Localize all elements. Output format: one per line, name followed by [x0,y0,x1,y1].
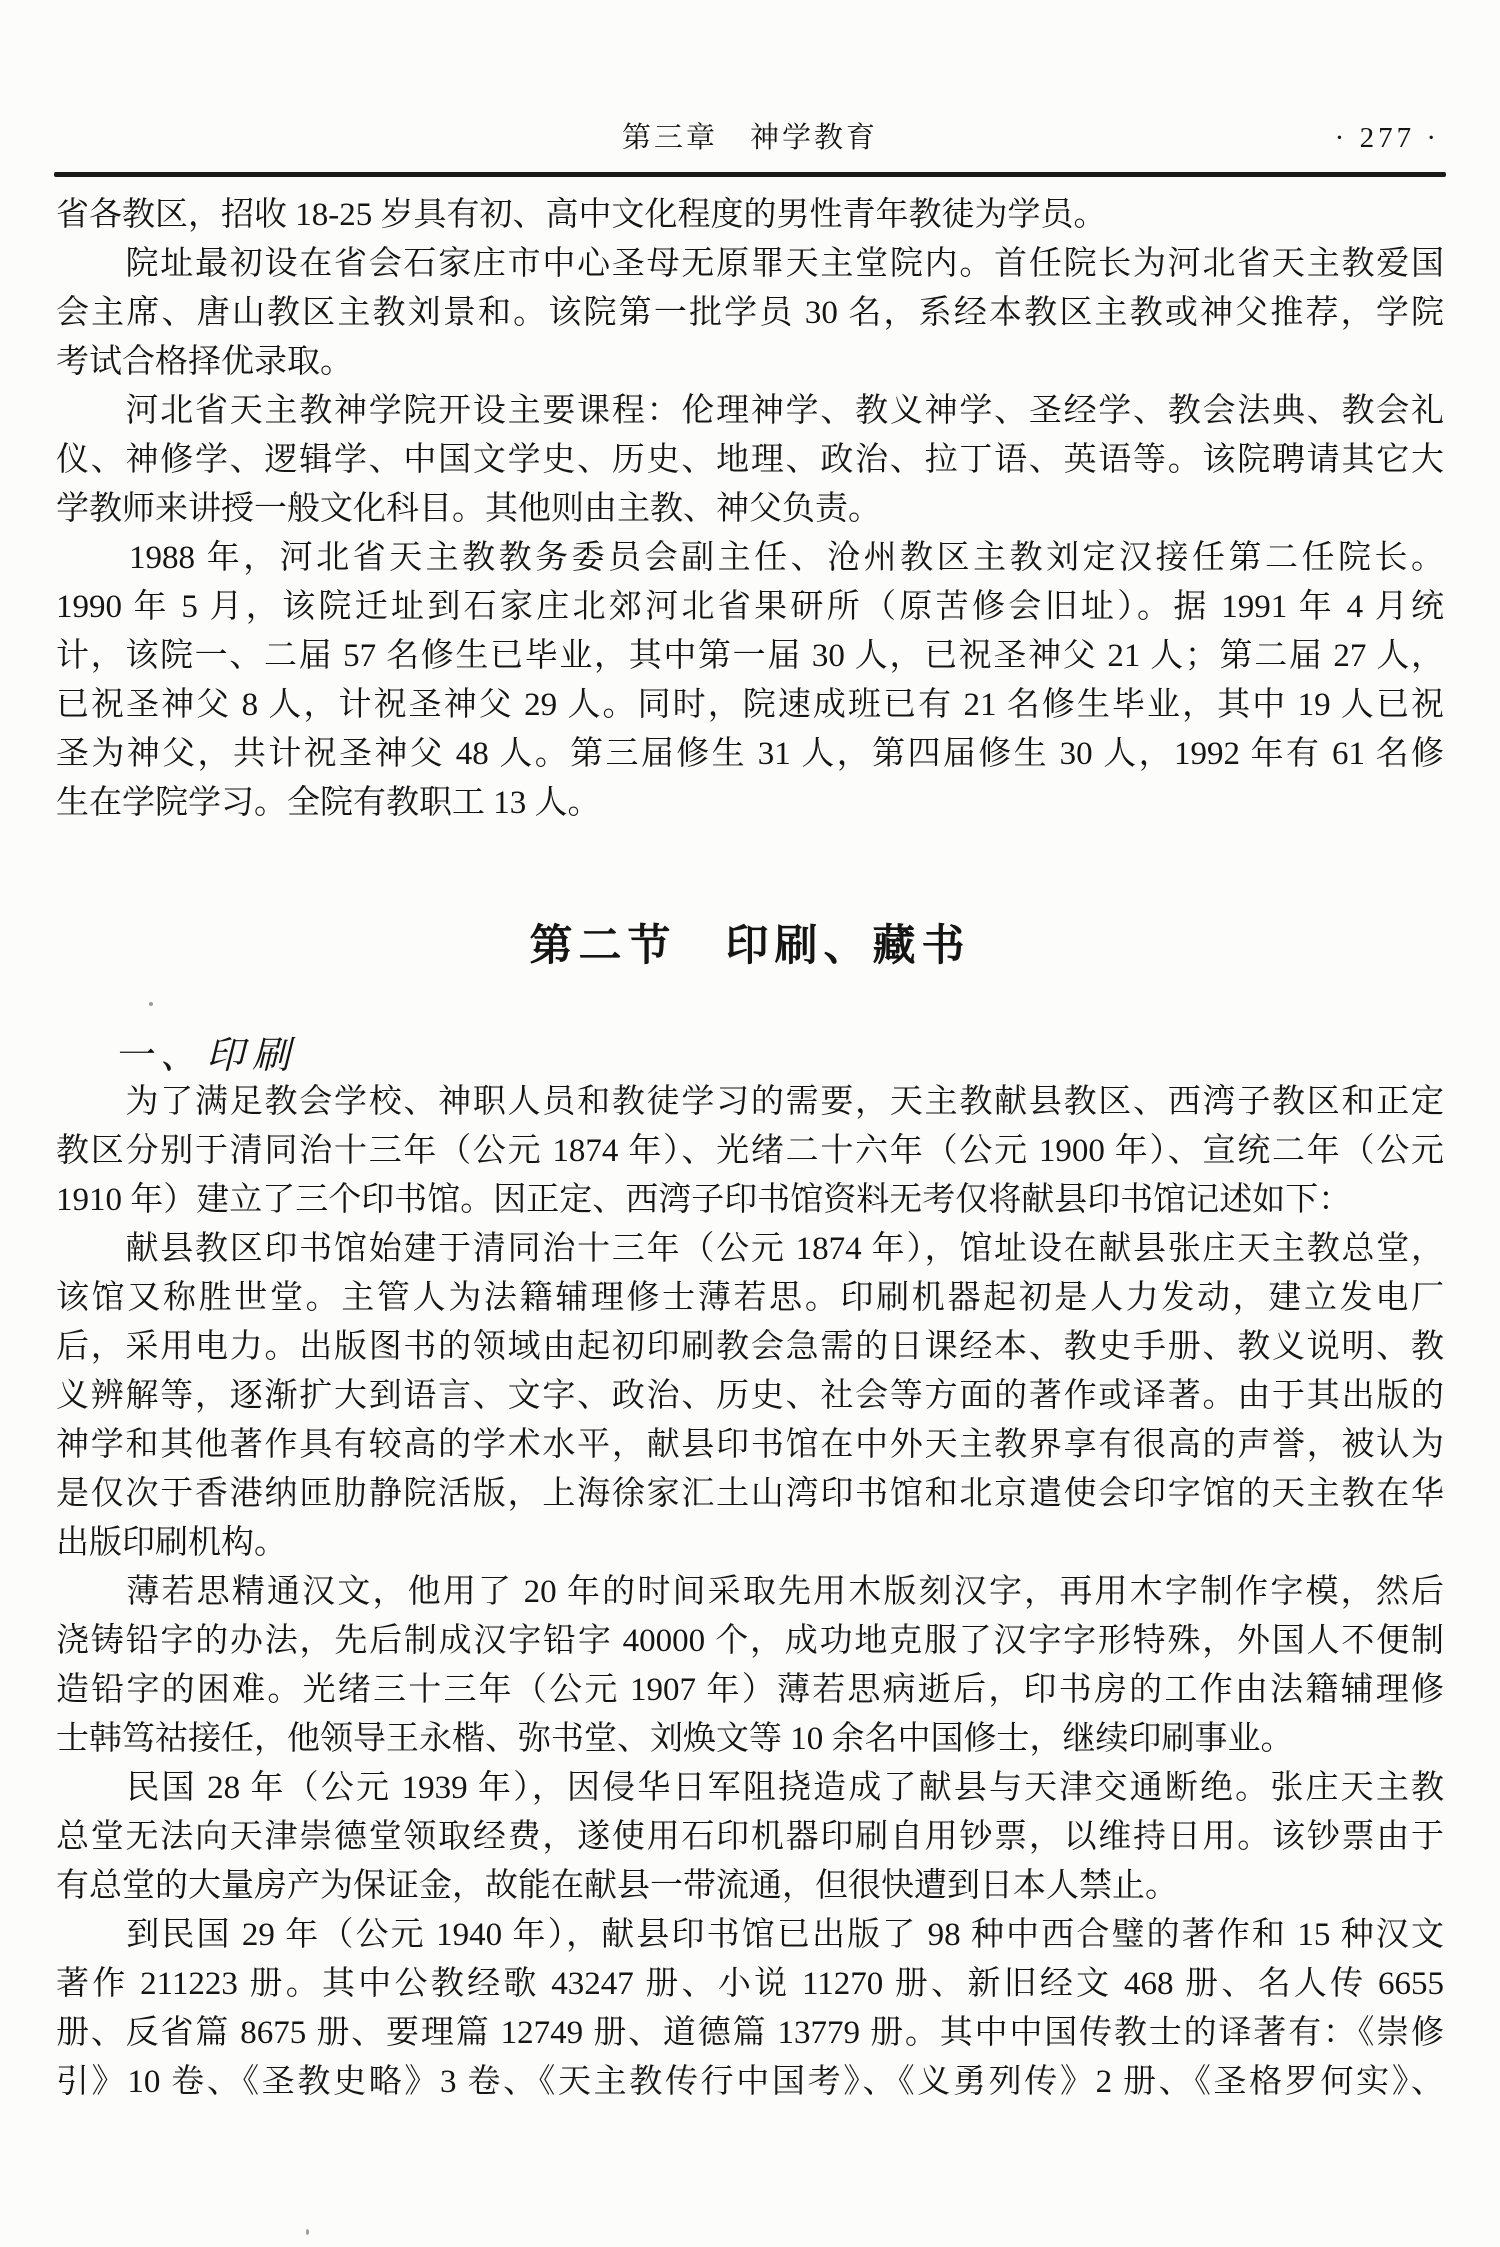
chapter-title: 第三章 神学教育 [621,122,878,154]
text-line: 1990 年 5 月，该院迁址到石家庄北郊河北省果研所（原苦修会旧址）。据 1991 年 4 月统 [56,589,1444,625]
text-line: 省各教区，招收 18-25 岁具有初、高中文化程度的男性青年教徒为学员。 [56,197,1107,233]
text-line: 浇铸铅字的办法，先后制成汉字铅字 40000 个，成功地克服了汉字字形特殊，外国人不便制 [56,1623,1444,1659]
text-line: 到民国 29 年（公元 1940 年），献县印书馆已出版了 98 种中西合璧的著作和 15 种汉文 [56,1917,1444,1953]
text-line: 河北省天主教神学院开设主要课程：伦理神学、教义神学、圣经学、教会法典、教会礼 [56,393,1444,429]
text-line: 册、反省篇 8675 册、要理篇 12749 册、道德篇 13779 册。其中中国传教士的译著有：《崇修 [56,2015,1444,2051]
text-line: 出版印刷机构。 [56,1525,287,1561]
text-line: 该馆又称胜世堂。主管人为法籍辅理修士薄若思。印刷机器起初是人力发动，建立发电厂 [56,1280,1444,1316]
text-line: 有总堂的大量房产为保证金，故能在献县一带流通，但很快遭到日本人禁止。 [56,1868,1178,1904]
text-line: 圣为神父，共计祝圣神父 48 人。第三届修生 31 人，第四届修生 30 人，1992 年有 61 名修 [56,736,1444,772]
text-line: 为了满足教会学校、神职人员和教徒学习的需要，天主教献县教区、西湾子教区和正定 [56,1084,1444,1120]
text-line: 仪、神修学、逻辑学、中国文学史、历史、地理、政治、拉丁语、英语等。该院聘请其它大 [56,442,1444,478]
text-line: 教区分别于清同治十三年（公元 1874 年）、光绪二十六年（公元 1900 年）、宣统二年（公元 [56,1133,1444,1169]
text-line: 1910 年）建立了三个印书馆。因正定、西湾子印书馆资料无考仅将献县印书馆记述如下： [56,1182,1352,1218]
header-rule [54,172,1446,177]
text-line: 是仅次于香港纳匝肋静院活版，上海徐家汇土山湾印书馆和北京遣使会印字馆的天主教在华 [56,1476,1444,1512]
text-line: 学教师来讲授一般文化科目。其他则由主教、神父负责。 [56,491,881,527]
text-line: 献县教区印书馆始建于清同治十三年（公元 1874 年），馆址设在献县张庄天主教总堂， [56,1231,1444,1267]
subsection-heading: 一、印刷 [114,1035,299,1077]
text-line: 造铅字的困难。光绪三十三年（公元 1907 年）薄若思病逝后，印书房的工作由法籍辅理修 [56,1672,1444,1708]
text-line: 会主席、唐山教区主教刘景和。该院第一批学员 30 名，系经本教区主教或神父推荐，学院 [56,295,1444,331]
running-head [56,118,1444,158]
text-line: 生在学院学习。全院有教职工 13 人。 [56,785,601,821]
scan-artifact [149,1002,153,1006]
text-line: 院址最初设在省会石家庄市中心圣母无原罪天主堂院内。首任院长为河北省天主教爱国 [56,246,1444,282]
printing-paragraphs [56,1078,1444,2107]
text-line: 考试合格择优录取。 [56,344,353,380]
text-line: 薄若思精通汉文，他用了 20 年的时间采取先用木版刻汉字，再用木字制作字模，然后 [56,1574,1444,1610]
section-heading: 第二节 印刷、藏书 [529,923,971,970]
text-line: 计，该院一、二届 57 名修生已毕业，其中第一届 30 人，已祝圣神父 21 人；第二届 27 人， [56,638,1444,674]
text-line: 引》10 卷、《圣教史略》3 卷、《天主教传行中国考》、《义勇列传》2 册、《圣格罗何实》、 [56,2064,1444,2100]
text-line: 民国 28 年（公元 1939 年），因侵华日军阻挠造成了献县与天津交通断绝。张庄天主教 [56,1770,1444,1806]
scan-artifact [306,2229,309,2235]
seminary-paragraphs [56,191,1444,828]
text-line: 义辨解等，逐渐扩大到语言、文字、政治、历史、社会等方面的著作或译著。由于其出版的 [56,1378,1444,1414]
page-number: · 277 · [1334,122,1440,154]
text-line: 著作 211223 册。其中公教经歌 43247 册、小说 11270 册、新旧经文 468 册、名人传 6655 [56,1966,1444,2002]
text-line: 总堂无法向天津崇德堂领取经费，遂使用石印机器印刷自用钞票，以维持日用。该钞票由于 [56,1819,1444,1855]
text-line: 已祝圣神父 8 人，计祝圣神父 29 人。同时，院速成班已有 21 名修生毕业，其中 19 人已祝 [56,687,1444,723]
text-line: 神学和其他著作具有较高的学术水平，献县印书馆在中外天主教界享有很高的声誉，被认为 [56,1427,1444,1463]
text-line: 士韩笃祜接任，他领导王永楷、弥书堂、刘焕文等 10 余名中国修士，继续印刷事业。 [56,1721,1294,1757]
text-line: 1988 年，河北省天主教教务委员会副主任、沧州教区主教刘定汉接任第二任院长。 [56,540,1444,576]
text-line: 后，采用电力。出版图书的领域由起初印刷教会急需的日课经本、教史手册、教义说明、教 [56,1329,1444,1365]
